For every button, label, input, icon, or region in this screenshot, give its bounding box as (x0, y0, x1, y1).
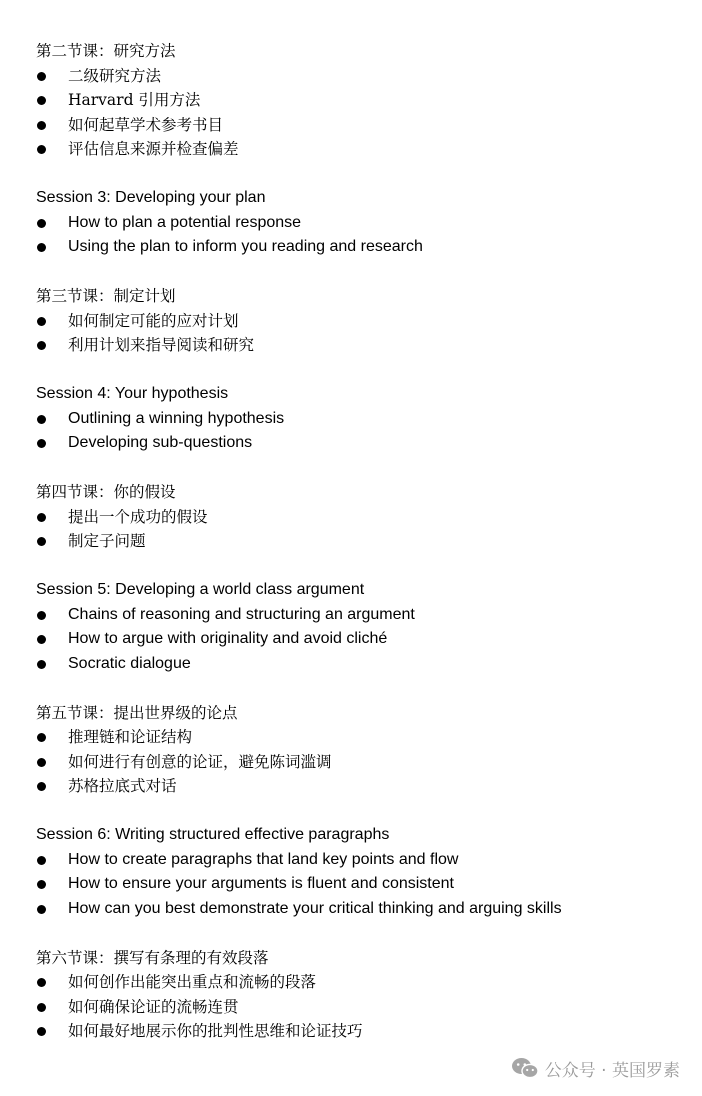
section-title: 第三节课：制定计划 (36, 287, 176, 305)
list-item (36, 113, 686, 138)
section (36, 39, 686, 162)
list-item (36, 652, 686, 677)
section (36, 946, 686, 1044)
list-item-text: How to ensure your arguments is fluent and consistent (68, 875, 454, 892)
section-title: 第六节课：撰写有条理的有效段落 (36, 948, 269, 967)
list-item-text: How to create paragraphs that land key points and flow (68, 850, 459, 868)
list-item-text: Chains of reasoning and structuring an argument (68, 605, 415, 623)
list-item-text: Using the plan to inform you reading and research (68, 238, 423, 255)
document-body (36, 39, 686, 1044)
list-item-text: 如何确保论证的流畅连贯 (68, 997, 239, 1016)
section (36, 284, 686, 358)
section (36, 823, 686, 921)
bullet-icon (37, 121, 46, 130)
list-item (36, 603, 686, 628)
bullet-icon (37, 537, 46, 546)
bullet-icon (37, 660, 46, 669)
list-item-text: 制定子问题 (68, 532, 146, 550)
list-item (36, 309, 686, 334)
list-item (36, 235, 686, 260)
bullet-icon (37, 1027, 46, 1036)
list-item-text: 利用计划来指导阅读和研究 (68, 336, 255, 354)
list-item (36, 970, 686, 995)
watermark-text: 公众号 · 英国罗素 (544, 1060, 680, 1081)
section-title: Session 5: Developing a world class argument (36, 581, 365, 598)
list-item (36, 872, 686, 897)
section-title: Session 6: Writing structured effective paragraphs (36, 826, 390, 843)
bullet-icon (37, 1003, 46, 1012)
bullet-icon (37, 635, 46, 644)
section-title: 第二节课：研究方法 (36, 42, 176, 60)
bullet-icon (37, 317, 46, 326)
bullet-icon (37, 782, 46, 791)
bullet-icon (37, 978, 46, 987)
section-title: Session 4: Your hypothesis (36, 385, 229, 402)
section (36, 382, 686, 456)
list-item (36, 627, 686, 652)
list-item-text: 如何起草学术参考书目 (68, 115, 224, 134)
list-item-text: 提出一个成功的假设 (68, 507, 208, 526)
list-item-text: 推理链和论证结构 (68, 728, 193, 746)
list-item-text: 如何进行有创意的论证，避免陈词滥调 (68, 752, 332, 771)
list-item-text: 二级研究方法 (68, 66, 162, 85)
list-item-text: How to argue with originality and avoid cliché (68, 630, 388, 647)
bullet-icon (37, 880, 46, 889)
section (36, 186, 686, 260)
bullet-icon (37, 219, 46, 228)
list-item (36, 137, 686, 162)
list-item-text: 苏格拉底式对话 (68, 777, 177, 795)
bullet-icon (37, 611, 46, 620)
list-item (36, 211, 686, 236)
list-item (36, 897, 686, 922)
section (36, 480, 686, 554)
list-item-text: Developing sub-questions (68, 434, 253, 451)
list-item-text: 如何最好地展示你的批判性思维和论证技巧 (68, 1022, 363, 1040)
list-item-text: Outlining a winning hypothesis (68, 409, 285, 427)
list-item-text: Harvard 引用方法 (68, 91, 201, 109)
bullet-icon (37, 513, 46, 522)
section-title: 第四节课：你的假设 (36, 483, 176, 501)
list-item (36, 505, 686, 530)
list-item (36, 848, 686, 873)
list-item-text: Socratic dialogue (68, 654, 191, 672)
list-item-text: How to plan a potential response (68, 213, 302, 231)
bullet-icon (37, 415, 46, 424)
bullet-icon (37, 96, 46, 105)
wechat-icon (511, 1057, 539, 1079)
bullet-icon (37, 758, 46, 767)
list-item-text: How can you best demonstrate your critical thinking and arguing skills (68, 899, 562, 917)
bullet-icon (37, 905, 46, 914)
list-item (36, 725, 686, 750)
list-item (36, 64, 686, 89)
list-item (36, 333, 686, 358)
bullet-icon (37, 733, 46, 742)
list-item (36, 407, 686, 432)
list-item (36, 774, 686, 799)
list-item (36, 995, 686, 1020)
list-item (36, 1019, 686, 1044)
list-item (36, 750, 686, 775)
list-item (36, 529, 686, 554)
bullet-icon (37, 439, 46, 448)
section-title: 第五节课：提出世界级的论点 (36, 703, 238, 722)
list-item (36, 431, 686, 456)
section-title: Session 3: Developing your plan (36, 189, 266, 206)
section (36, 701, 686, 799)
bullet-icon (37, 856, 46, 865)
bullet-icon (37, 341, 46, 350)
bullet-icon (37, 72, 46, 81)
list-item (36, 88, 686, 113)
watermark (511, 1056, 680, 1080)
list-item-text: 如何制定可能的应对计划 (68, 311, 239, 330)
list-item-text: 评估信息来源并检查偏差 (68, 140, 239, 158)
section (36, 578, 686, 676)
bullet-icon (37, 145, 46, 154)
bullet-icon (37, 243, 46, 252)
list-item-text: 如何创作出能突出重点和流畅的段落 (68, 973, 317, 991)
